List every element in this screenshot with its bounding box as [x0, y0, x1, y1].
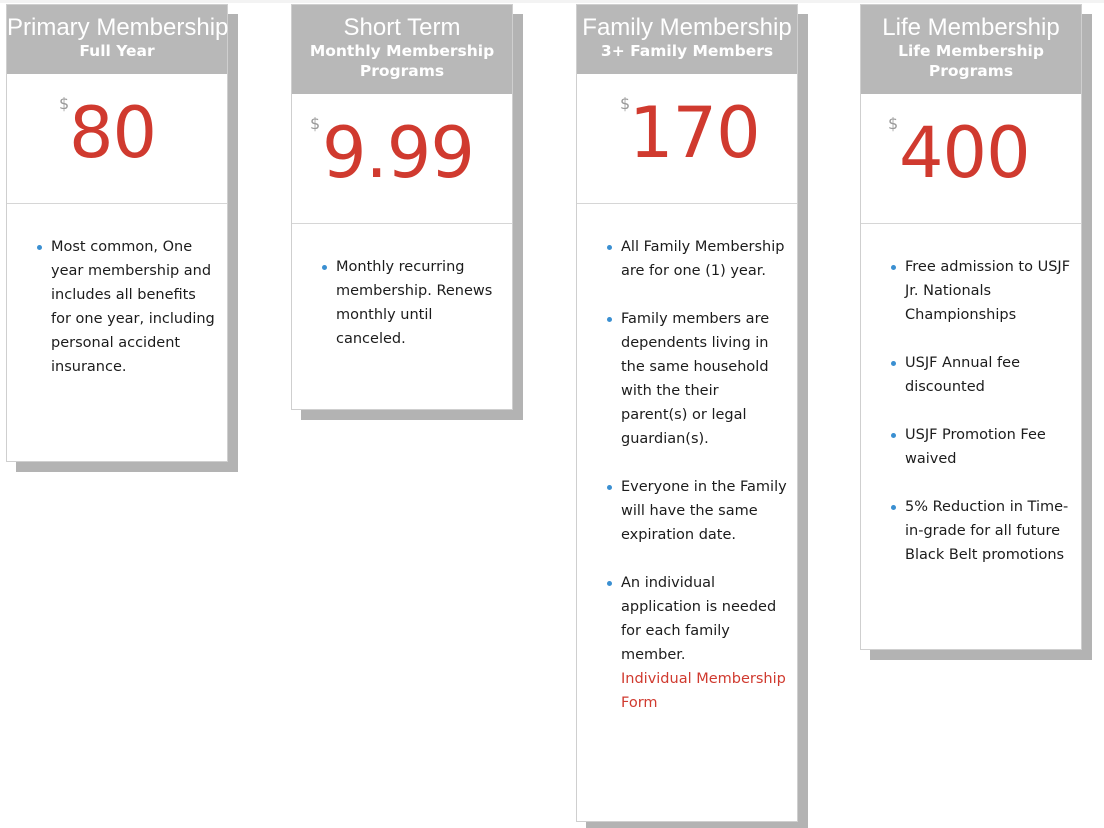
feature-item: Monthly recurring membership. Renews monthly until canceled. — [322, 255, 502, 351]
plan-title: Short Term — [343, 14, 461, 41]
card-header — [861, 5, 1081, 94]
feature-list — [891, 255, 1071, 591]
feature-list — [37, 235, 217, 403]
card-header — [577, 5, 797, 74]
feature-item: Free admission to USJF Jr. Nationals Championships — [891, 255, 1071, 327]
plan-title: Family Membership — [582, 14, 792, 41]
plan-price: 9.99 — [322, 112, 474, 194]
pricing-card-short-term — [291, 4, 513, 410]
card-header — [7, 5, 227, 74]
feature-item: Everyone in the Family will have the same expiration date. — [607, 475, 787, 547]
plan-price: 80 — [69, 92, 157, 174]
page-top-border — [0, 0, 1104, 3]
currency-symbol: $ — [310, 114, 321, 133]
feature-item: All Family Membership are for one (1) year. — [607, 235, 787, 283]
feature-text: An individual application is needed for each family member. — [621, 575, 777, 663]
plan-subtitle: Full Year — [79, 42, 155, 60]
plan-price: 400 — [899, 112, 1030, 194]
feature-item: USJF Annual fee discounted — [891, 351, 1071, 399]
plan-title: Life Membership — [882, 14, 1060, 41]
pricing-card-family — [576, 4, 798, 822]
card-header — [292, 5, 512, 94]
currency-symbol: $ — [888, 114, 899, 133]
plan-subtitle: 3+ Family Members — [600, 42, 774, 60]
price-area — [292, 94, 512, 224]
plan-price: 170 — [629, 92, 760, 174]
price-area — [861, 94, 1081, 224]
feature-item: 5% Reduction in Time-in-grade for all future Black Belt promotions — [891, 495, 1071, 567]
price-area — [577, 74, 797, 204]
price-area — [7, 74, 227, 204]
pricing-card-life — [860, 4, 1082, 650]
individual-membership-form-link[interactable]: Individual Membership Form — [621, 671, 786, 711]
feature-item: Family members are dependents living in the same household with the their parent(s) or legal guardian(s). — [607, 307, 787, 451]
pricing-card-primary — [6, 4, 228, 462]
feature-item: USJF Promotion Fee waived — [891, 423, 1071, 471]
feature-list — [322, 255, 502, 375]
plan-subtitle: Monthly Membership Programs — [309, 42, 495, 80]
feature-item — [607, 571, 787, 715]
feature-item: Most common, One year membership and includes all benefits for one year, including personal accident insurance. — [37, 235, 217, 379]
currency-symbol: $ — [59, 94, 70, 113]
plan-subtitle: Life Membership Programs — [898, 42, 1044, 80]
plan-title: Primary Membership — [7, 14, 229, 41]
feature-list — [607, 235, 787, 739]
currency-symbol: $ — [620, 94, 631, 113]
